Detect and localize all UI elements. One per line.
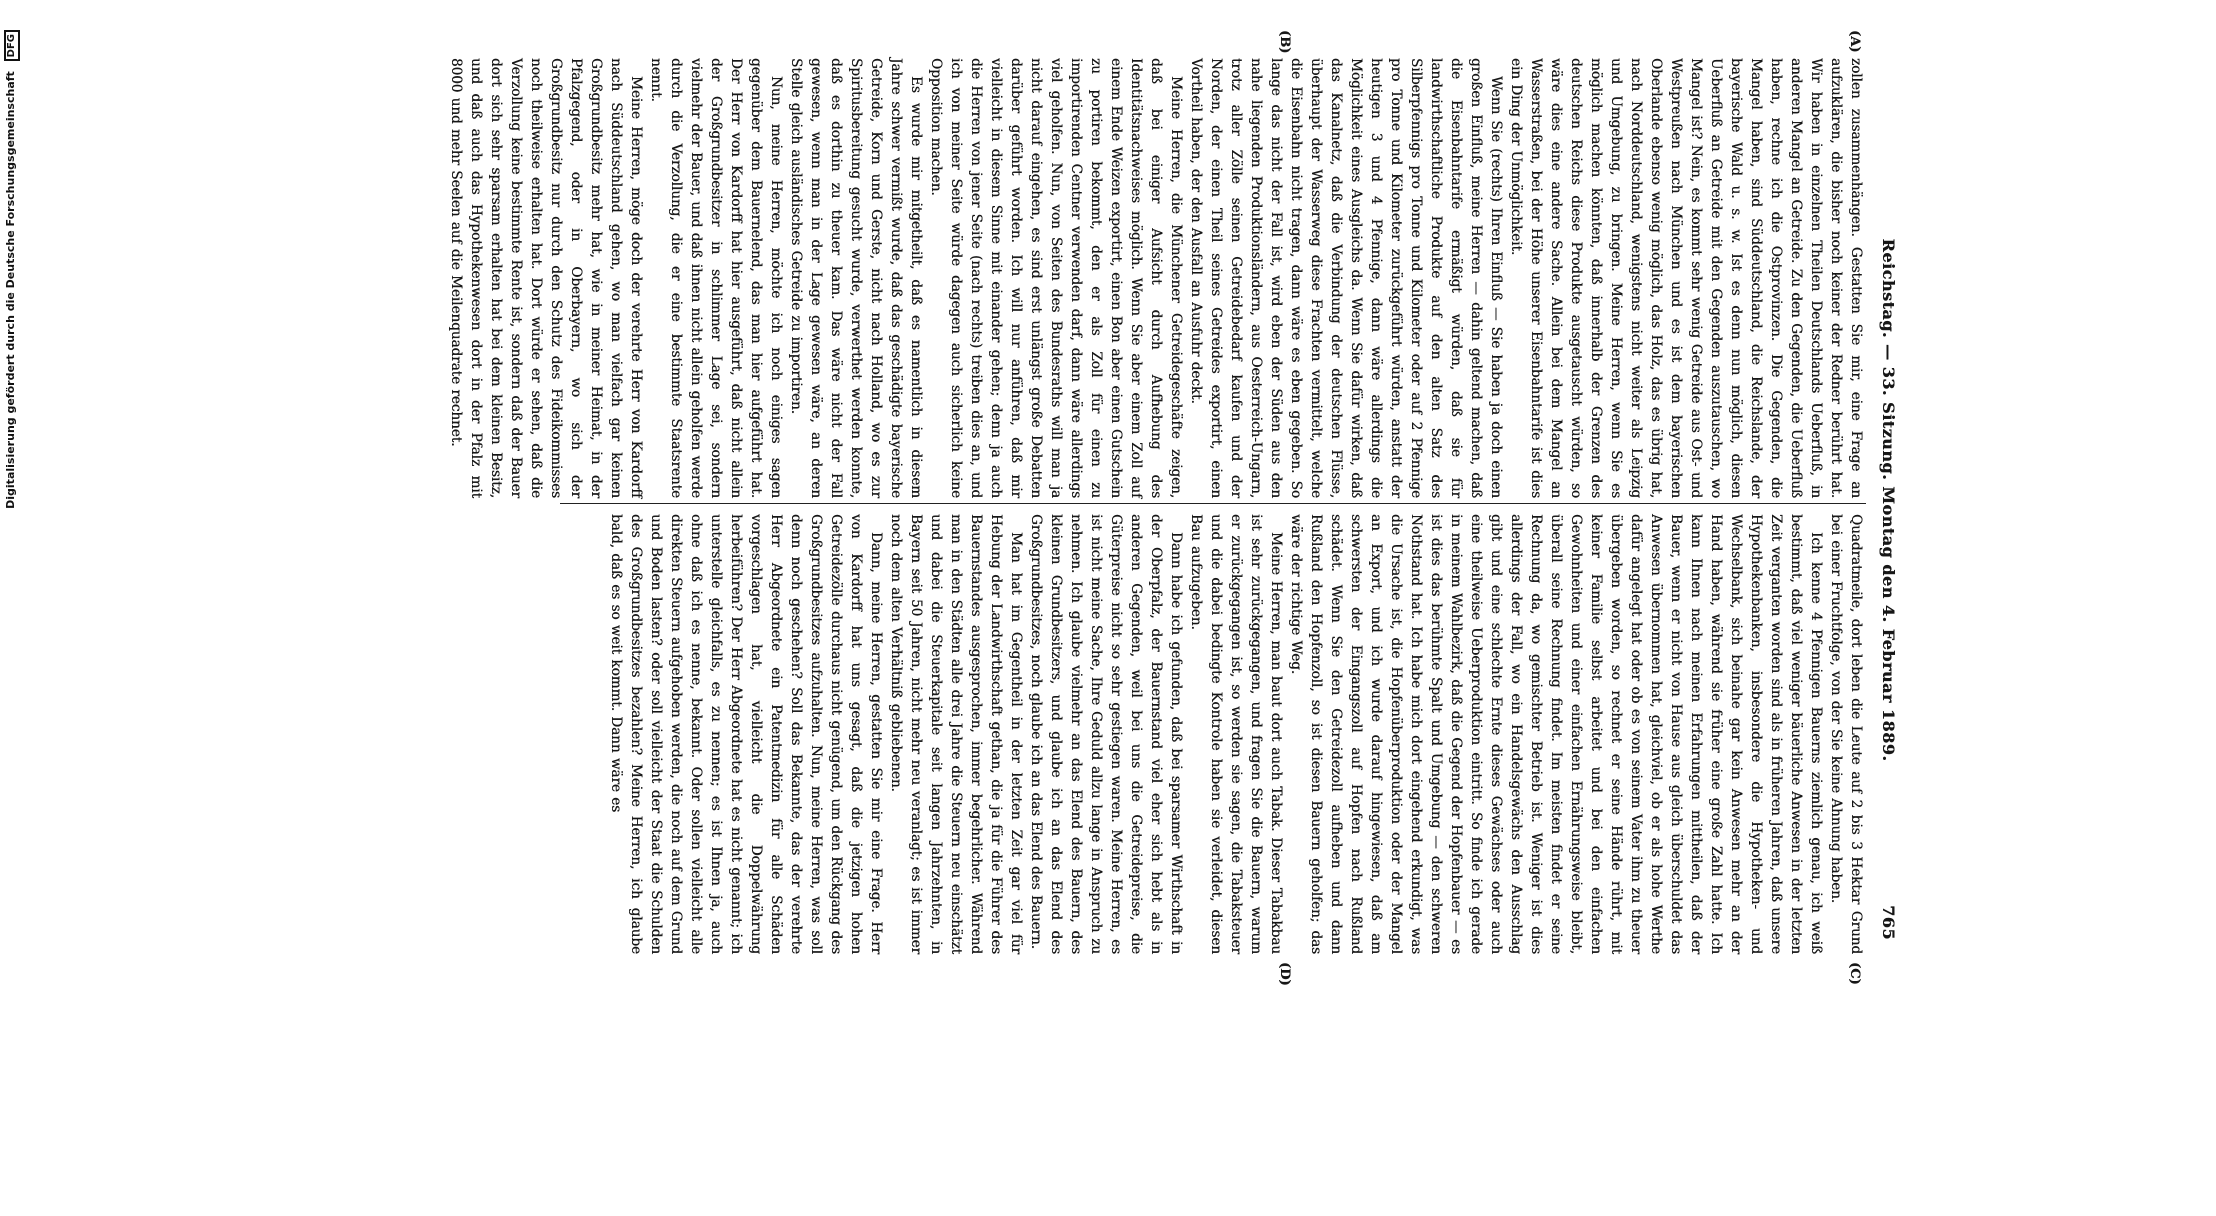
paragraph: Dann habe ich gefunden, daß bei sparsamer Wirthschaft in der Oberpfalz, der Bauernstand viel eher sich hebt als in anderen Gegenden, weil bei uns die Getreidepreise, die Güterpreise nicht so sehr gestiegen waren. Meine Herren, es ist nicht meine Sache, Ihre Geduld allzu lange in Anspruch zu nehmen. Ich glaube vielmehr an das Elend des Bauern, des kleinen Grundbesitzers, und glaube ich an das Elend des Großgrundbesitzes, noch glaube ich an das Elend des Bauern. <box>1028 514 1184 954</box>
page-sheet <box>448 0 2216 1216</box>
margin-mark-d: (D) <box>1277 962 1292 986</box>
digitization-credit <box>2 30 20 990</box>
page-number: 765 <box>1879 905 1898 940</box>
paragraph: Meine Herren, die Münchener Getreidegeschäfte zeigen, daß bei einiger Aufsicht durch Aufhebung des Identitätsnachweises möglich. Wenn Sie aber einem Zoll auf einem Ende Weizen exportirt, einen Bon aber einen Gutschein zu portiren bekommt, den er als Zoll für einen zu importirenden Centner verwenden darf, dann wäre allerdings viel geholfen. Nun, von Seiten des Bundesraths will man ja nicht darauf eingehen, es sind erst unlängst große Debatten darüber geführt worden. Ich will nur anführen, daß mir vielleicht in diesem Sinne mit einander gehen; denn ja auch die Herren von jener Seite (nach rechts) treiben dies an, und ich von meiner Seite würde dagegen auch sicherlich keine Opposition machen. <box>928 58 1184 498</box>
paragraph: Meine Herren, möge doch der verehrte Herr von Kardorff nach Süddeutschland gehen, wo man vielfach gar keinen Großgrundbesitz mehr hat, wie in meiner Heimat, in der Pfalzgegend, oder in Oberbayern, wo sich der Großgrundbesitz nur durch den Schutz des Fideikommisses noch theilweise erhalten hat. Dort würde er sehen, daß die Verzollung keine bestimmte Rente ist, sondern daß der Bauer dort sich sehr sparsam erhalten hat bei dem kleinen Besitz, und daß auch das Hypothekenwesen dort in der Pfalz mit 8000 und mehr Seelen auf die Meilenquadrate rechnet. <box>448 58 644 498</box>
margin-mark-b: (B) <box>1277 30 1292 54</box>
running-head: Reichstag. — 33. Sitzung. Montag den 4. Februar 1889. <box>1879 238 1898 762</box>
column-divider <box>560 503 1866 504</box>
paragraph: zollen zusammenhängen. Gestatten Sie mir, eine Frage an aufzuklären, die bisher noch keiner der Redner berührt hat. Wir haben in einzelnen Theilen Deutschlands Ueberfluß, in anderen Mangel an Getreide. Zu den Gegenden, die Ueberfluß haben, rechne ich die Ostprovinzen. Die Gegenden, die Mangel haben, sind Süddeutschland, die Reichslande, der bayerische Wald u. s. w. Ist es denn nun möglich, diesen Ueberfluß an Getreide mit den Gegenden auszutauschen, wo Mangel ist? Nein, es kommt sehr wenig Getreide aus Ost- und Westpreußen nach München und es ist dem bayerischen Oberlande ebenso wenig möglich, das Holz, das es übrig hat, nach Norddeutschland, wenigstens nicht weiter als Leipzig und Umgebung, zu bringen. Meine Herren, wenn Sie es möglich machen könnten, daß innerhalb der Grenzen des deutschen Reichs diese Produkte ausgetauscht würden, so wäre dies eine andere Sache. Allein bei dem Mangel an Wasserstraßen, bei der Höhe unserer Eisenbahntarife ist dies ein Ding der Unmöglichkeit. <box>1508 58 1864 498</box>
margin-mark-c: (C) <box>1847 962 1862 985</box>
paragraph: Man hat im Gegentheil in der letzten Zeit gar viel für Hebung der Landwirthschaft gethan, die ja für die Führer des Bauernstandes ausgesprochen, immer begehrlicher. Während man in den Städten alle drei Jahre die Steuern neu einschätzt und dabei die Steuerkapitale seit langen Jahrzehnten, in Bayern seit 50 Jahren, nicht mehr neu veranlagt; es ist immer noch dem alten Verhältniß gebliebenen. <box>888 514 1024 954</box>
paragraph: Nun, meine Herren, möchte ich noch einiges sagen gegenüber dem Bauernelend, das man hier aufgeführt hat. Der Herr von Kardorff hat hier ausgeführt, daß nicht allein der Großgrundbesitzer in schlimmer Lage sei, sondern vielmehr der Bauer, und daß ihnen nicht allein geholfen werde durch die Verzollung, die er eine bestimmte Staatsrente nennt. <box>648 58 784 498</box>
paragraph: Dann, meine Herren, gestatten Sie mir eine Frage. Herr von Kardorff hat uns gesagt, daß die jetzigen hohen Getreidezölle durchaus nicht genügend, um den Rückgang des Großgrundbesitzes aufzuhalten. Nun, meine Herren, was soll denn noch geschehen? Soll das Bekannte, das der verehrte Herr Abgeordnete ein Patentmedizin für alle Schäden vorgeschlagen hat, vielleicht die Doppelwährung herbeiführen? Der Herr Abgeordnete hat es nicht genannt; ich unterstelle gleichfalls, es zu nennen; es ist Ihnen ja, auch ohne daß ich es nenne, bekannt. Oder sollen vielleicht alle direkten Steuern aufgehoben werden, die noch auf dem Grund und Boden lasten? oder soll vielleicht der Staat die Schulden des Großgrundbesitzes bezahlen? Meine Herren, ich glaube bald, daß es so weit kommt. Dann wäre es <box>608 514 884 954</box>
credit-text: Digitalisierung gefördert durch die Deutsche Forschungsgemeinschaft <box>4 71 17 509</box>
page-header <box>1876 60 1898 940</box>
dfg-logo: DFG <box>4 30 20 61</box>
column-left <box>448 58 1866 498</box>
margin-mark-a: (A) <box>1847 30 1862 53</box>
rotated-page <box>448 0 1932 1000</box>
paragraph: Es wurde mir mitgetheilt, daß es namentlich in diesem Jahre schwer vermißt wurde, daß das geschädigte bayerische Getreide, Korn und Gerste, nicht nach Holland, wo es zur Spiritusbereitung gesucht wurde, verwerthet werden konnte, daß es dorthin zu theuer kam. Das wäre nicht der Fall gewesen, wenn man in der Lage gewesen wäre, an deren Stelle gleich ausländisches Getreide zu importiren. <box>788 58 924 498</box>
paragraph: Ich kenne 4 Pfennigen Bauerns ziemlich genau, ich weiß bestimmt, daß viel weniger bäuerliche Anwesen in der letzten Zeit verganten worden sind als in früheren Jahren, daß unsere Hypothekenbanken, insbesondere die Hypotheken- und Wechselbank, sich beinahe gar kein Anwesen mehr an der Hand haben, während sie früher eine große Zahl hatte. Ich kann Ihnen nach meinen Erfahrungen mittheilen, daß der Bauer, wenn er nicht von Hause aus gleich überschuldet das Anwesen übernommen hat, gleichviel, ob er als hohe Werthe dafür angelegt hat oder ob es von seinem Vater ihm zu theuer übergeben worden, so rechnet er seine Hände rührt, mit keiner Familie selbst arbeitet und bei den einfachen Gewohnheiten und einer einfachen Ernährungsweise bleibt, überall seine Rechnung findet. Im meisten findet er seine Rechnung da, wo gemischter Betrieb ist. Weniger ist dies allerdings der Fall, wo ein Handelsgewächs den Ausschlag gibt und eine schlechte Ernte dieses Gewächses oder auch eine theilweise Ueberproduktion eintritt. So finde ich gerade in meinem Wahlbezirk, daß die Gegend der Hopfenbauer — es ist dies das berühmte Spalt und Umgebung — den schweren Nothstand hat. Ich habe mich dort eingehend erkundigt, was die Ursache ist, die Hopfenüberproduktion oder der Mangel an Export, und ich wurde darauf hingewiesen, daß am schwersten der Eingangszoll auf Hopfen nach Rußland schädet. Wenn Sie den Getreidezoll aufheben und dann Rußland den Hopfenzoll, so ist diesen Bauern geholfen; das wäre der richtige Weg. <box>1288 514 1824 954</box>
paragraph: Quadratmeile, dort leben die Leute auf 2 bis 3 Hektar Grund bei einer Fruchtfolge, von der Sie keine Ahnung haben. <box>1828 514 1864 954</box>
paragraph: Wenn Sie (rechts) Ihren Einfluß — Sie haben ja doch einen großen Einfluß, meine Herren — dahin geltend machen, daß die Eisenbahntarife ermäßigt würden, daß sie für landwirthschaftliche Produkte auf den alten Satz des Silberpfennigs pro Tonne und Kilometer oder auf 2 Pfennige pro Tonne und Kilometer zurückgeführt würden, anstatt der heutigen 3 und 4 Pfennige, dann wäre allerdings die Möglichkeit eines Ausgleichs da. Wenn Sie dafür wirken, daß das Kanalnetz, daß die Verbindung der deutschen Flüsse, überhaupt der Wasserweg diese Frachten vermittelt, welche die Eisenbahn nicht tragen, dann wäre es eben gegeben. So lange das nicht der Fall ist, wird eben der Süden aus den nahe liegenden Produktionsländern, aus Oesterreich-Ungarn, trotz aller Zölle seinen Getreidebedarf kaufen und der Norden, der einen Theil seines Getreides exportirt, einen Vortheil haben, der den Ausfall an Ausfuhr deckt. <box>1188 58 1504 498</box>
paragraph: Meine Herren, man baut dort auch Tabak. Dieser Tabakbau ist sehr zurückgegangen, und fragen Sie die Bauern, warum er zurückgegangen ist, so werden sie sagen, die Tabaksteuer und die dabei bedingte Kontrole haben sie verleidet, diesen Bau aufzugeben. <box>1188 514 1284 954</box>
column-right <box>560 514 1866 954</box>
